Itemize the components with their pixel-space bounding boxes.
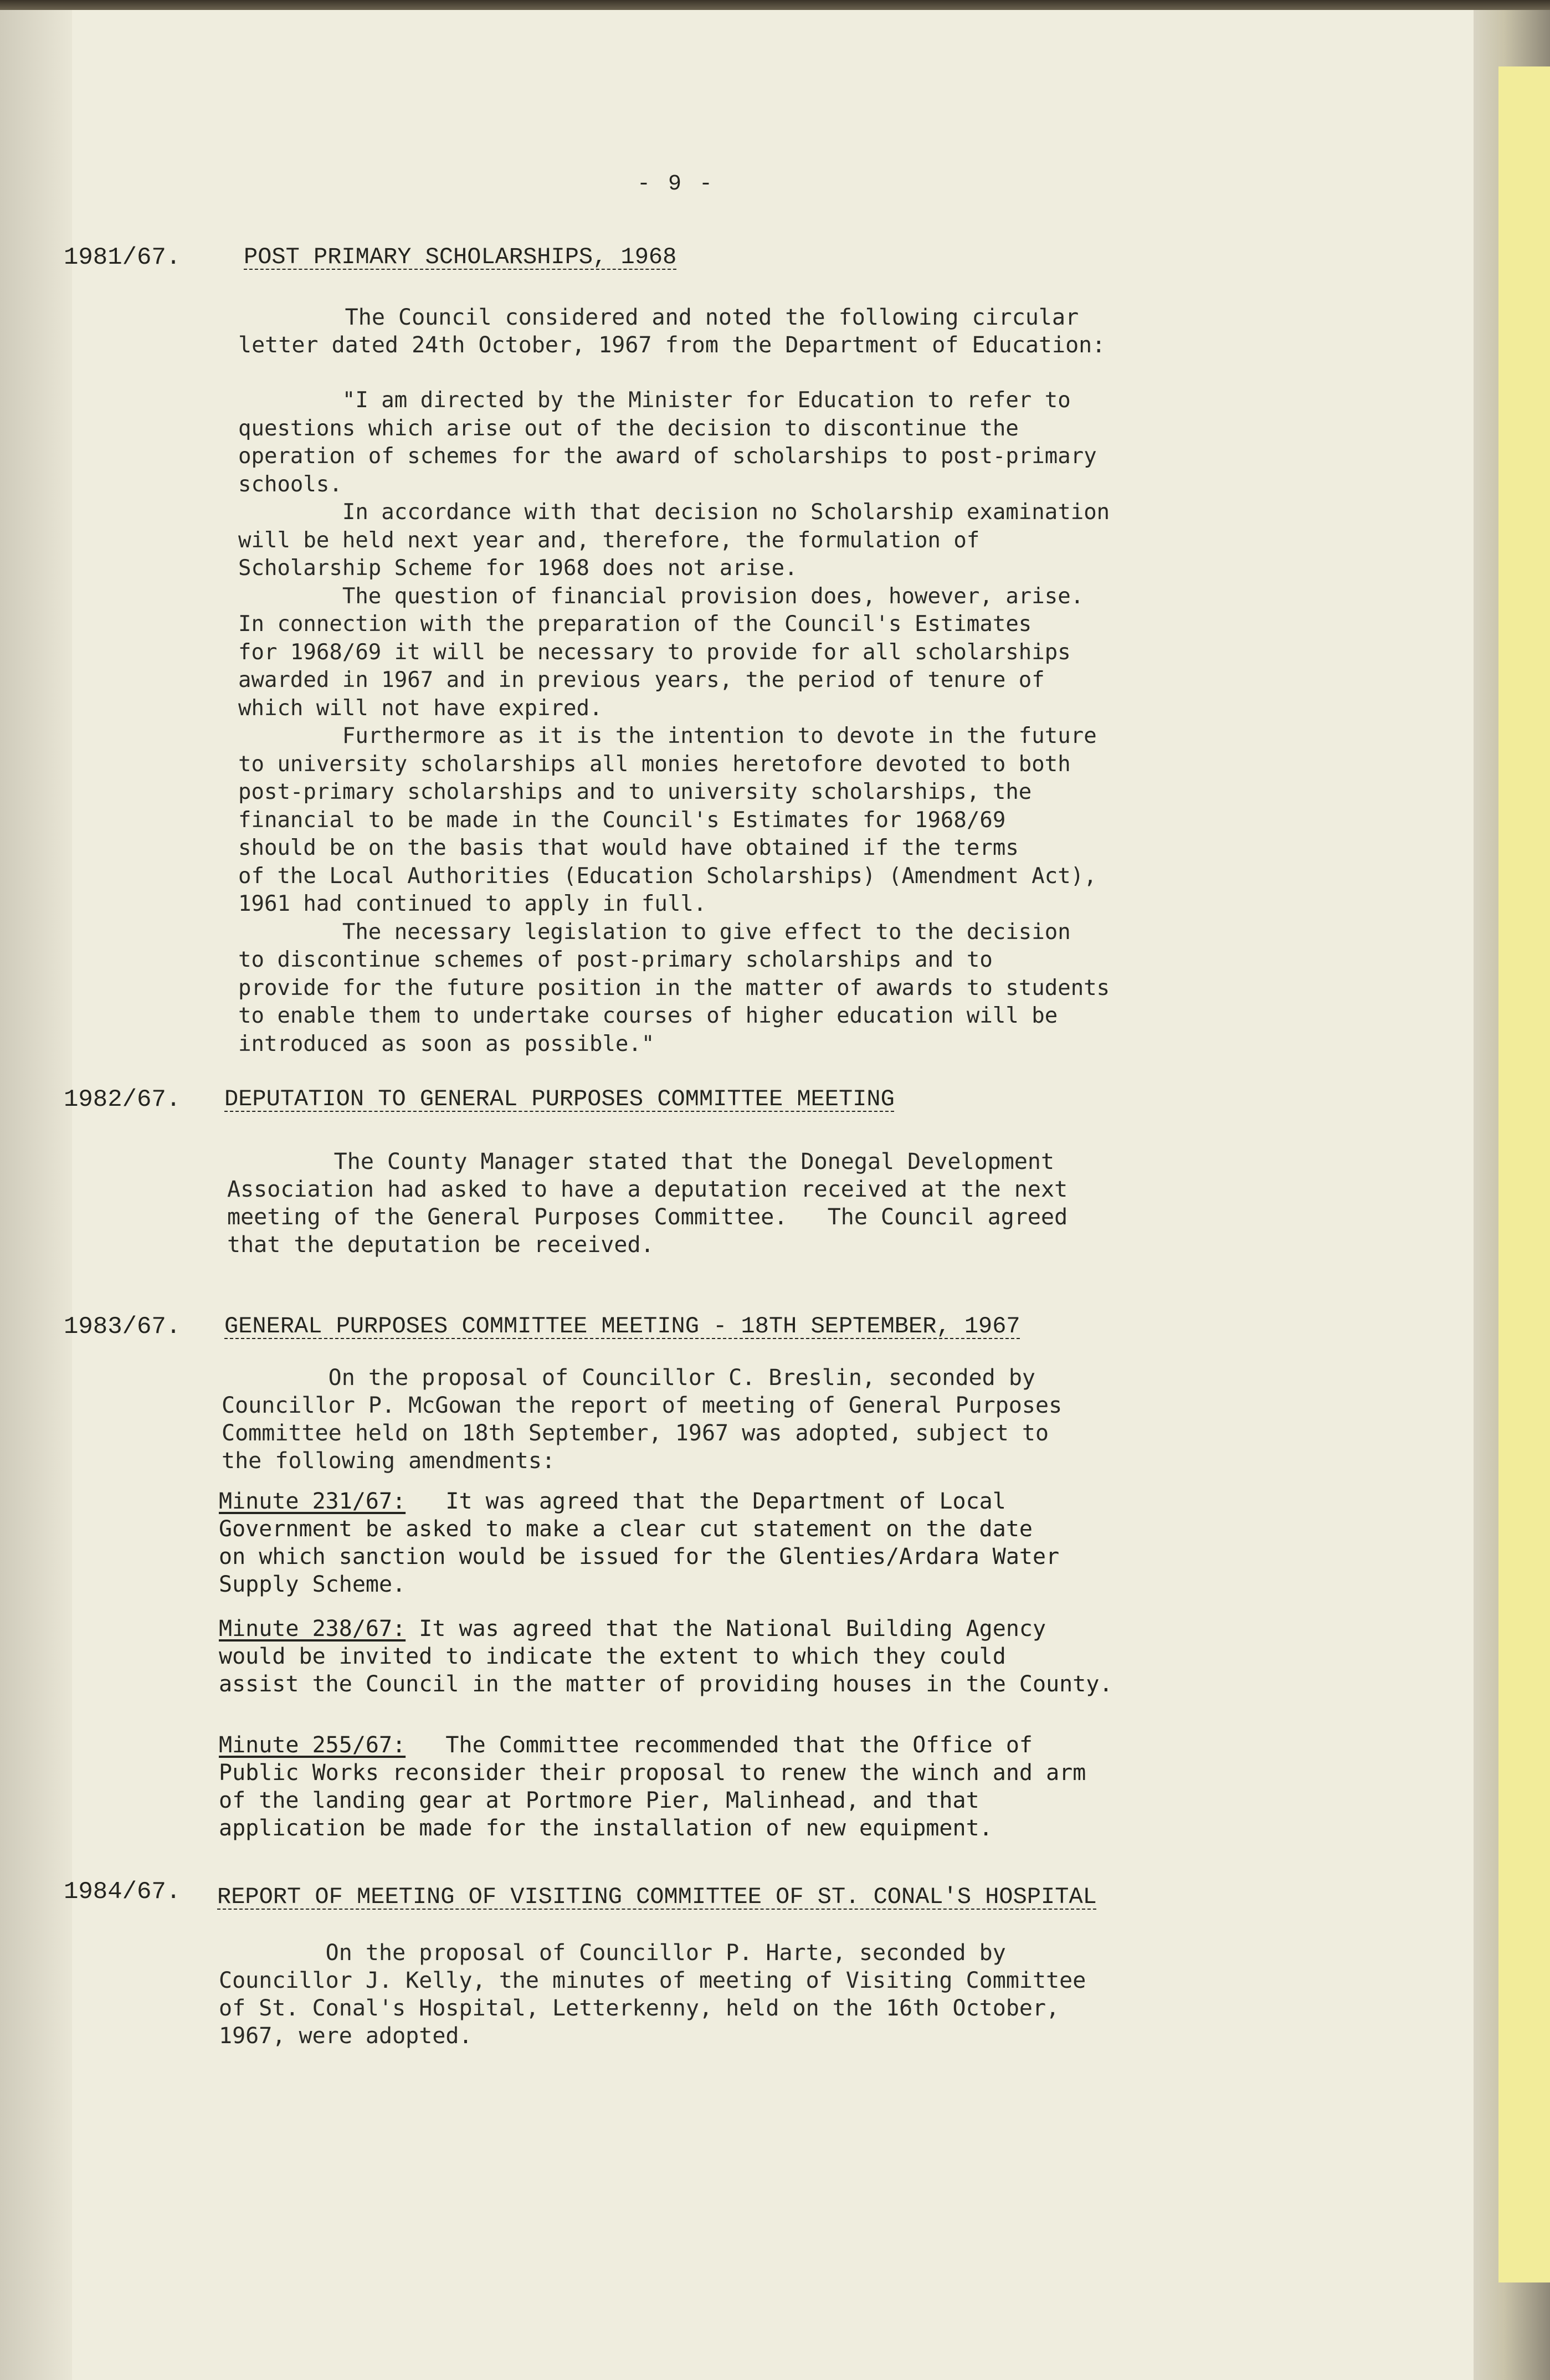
minute-item [219, 1488, 1059, 1598]
circular-letter-quote: "I am directed by the Minister for Education to refer to questions which arise out of the decision to discontinue the operation of schemes for the award of scholarships to post-primary schools. In accordance with that decision no Scholarship examination will be held next year and, therefore, the formulation of Scholarship Scheme for 1968 does not arise. The question of financial provision does, however, arise. In connection with the preparation of the Council's Estimates for 1968/69 it will be necessary to provide for all scholarships awarded in 1967 and in previous years, the period of tenure of which will not have expired. Furthermore as it is the intention to devote in the future to university scholarships all monies heretofore devoted to both post-primary scholarships and to university scholarships, the financial to be made in the Council's Estimates for 1968/69 should be on the basis that would have obtained if the terms of the Local Authorities (Education Scholarships) (Amendment Act), 1961 had continued to apply in full. The necessary legislation to give effect to the decision to discontinue schemes of post-primary scholarships and to provide for the future position in the matter of awards to students to enable them to undertake courses of higher education will be introduced as soon as possible." [238, 388, 1110, 1056]
minute-text: It was agreed that the Department of Local Government be asked to make a clear cut statement on the date on which sanction would be issued for the Glenties/Ardara Water Supply Scheme. [219, 1489, 1060, 1597]
section-paragraph: On the proposal of Councillor P. Harte, seconded by Councillor J. Kelly, the minutes of meeting of Visiting Committee of St. Conal's Hospital, Letterkenny, held on the 16th October, 1967, were adopted. [219, 1940, 1086, 2049]
section-heading: GENERAL PURPOSES COMMITTEE MEETING - 18TH SEPTEMBER, 1967 [224, 1313, 1020, 1340]
minute-item [219, 1731, 1086, 1842]
section-heading: POST PRIMARY SCHOLARSHIPS, 1968 [244, 244, 677, 270]
section-heading: REPORT OF MEETING OF VISITING COMMITTEE OF ST. CONAL'S HOSPITAL [217, 1884, 1097, 1910]
minute-text: The Committee recommended that the Office of Public Works reconsider their proposal to renew the winch and arm of the landing gear at Portmore Pier, Malinhead, and that application be made for the installation of new equipment. [219, 1732, 1086, 1841]
section-paragraph: On the proposal of Councillor C. Breslin, seconded by Councillor P. McGowan the report of meeting of General Purposes Committee held on 18th September, 1967 was adopted, subject to the following amendments: [222, 1365, 1063, 1474]
yellow-page-tab [1498, 66, 1550, 2282]
minute-label: Minute 231/67: [219, 1489, 406, 1514]
minute-number: 1981/67. [64, 244, 181, 271]
minute-label: Minute 238/67: [219, 1616, 406, 1642]
section-paragraph: The Council considered and noted the following circular letter dated 24th October, 1967 from the Department of Education: [238, 305, 1106, 358]
section-heading: DEPUTATION TO GENERAL PURPOSES COMMITTEE MEETING [224, 1086, 895, 1112]
top-binding-edge [0, 0, 1550, 10]
minute-number: 1983/67. [64, 1313, 181, 1341]
page-number: - 9 - [637, 172, 715, 197]
minute-item [219, 1615, 1113, 1698]
minute-number: 1982/67. [64, 1086, 181, 1114]
section-paragraph: The County Manager stated that the Donegal Development Association had asked to have a deputation received at the next meeting of the General Purposes Committee. The Council agreed that the deputation be received. [227, 1149, 1068, 1258]
minute-text: It was agreed that the National Building Agency would be invited to indicate the extent to which they could assist the Council in the matter of providing houses in the County. [219, 1616, 1113, 1697]
minute-label: Minute 255/67: [219, 1732, 406, 1758]
page-gutter-shadow [0, 0, 72, 2380]
minute-number: 1984/67. [64, 1878, 181, 1906]
